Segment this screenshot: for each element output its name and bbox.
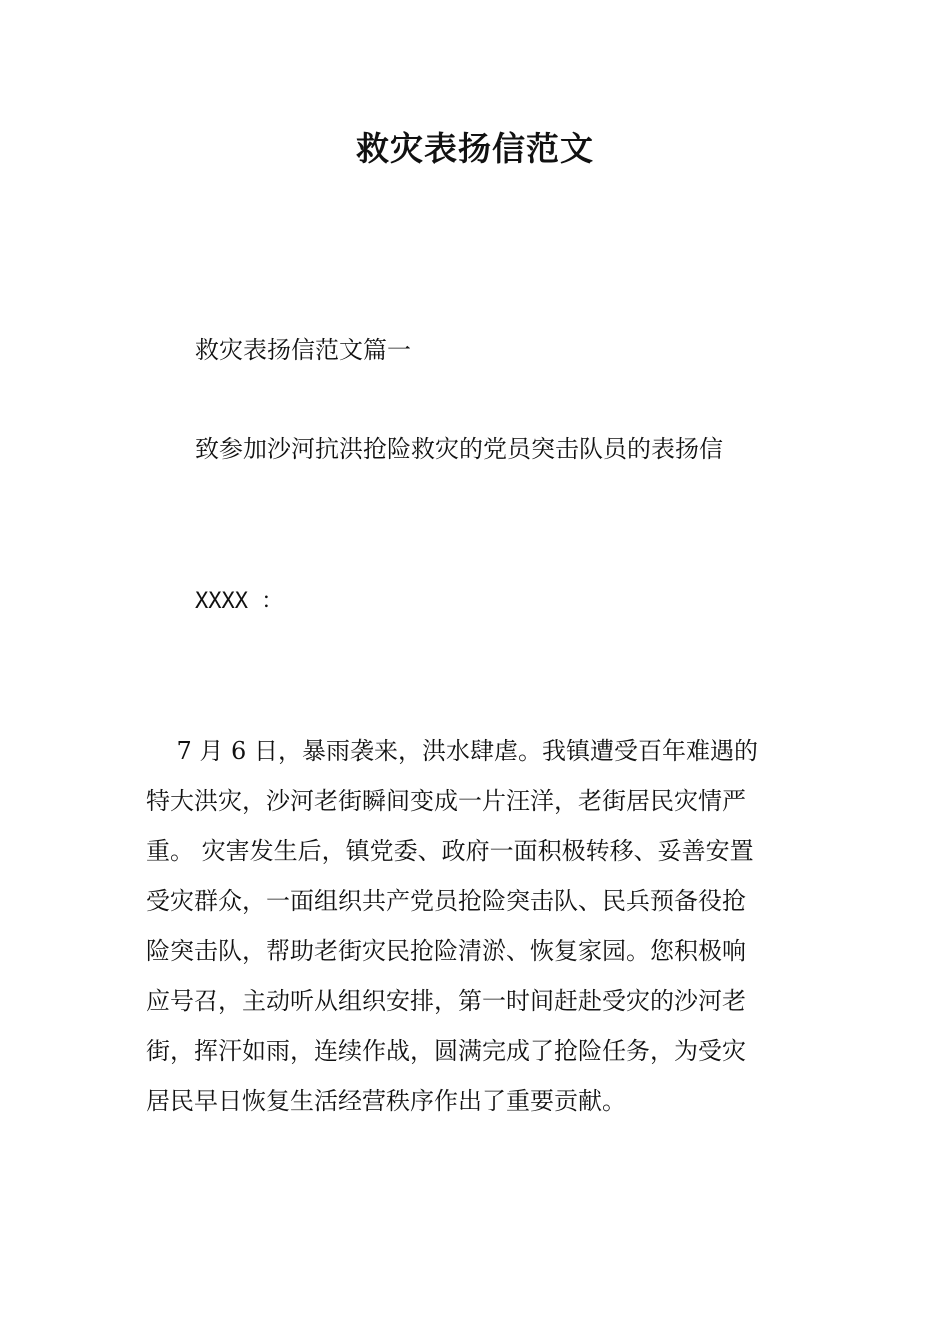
body-line: 居民早日恢复生活经营秩序作出了重要贡献。: [146, 1087, 626, 1115]
body-line: 应号召，主动听从组织安排，第一时间赶赴受灾的沙河老: [146, 987, 746, 1015]
body-line: 7 月 6 日，暴雨袭来，洪水肆虐。我镇遭受百年难遇的: [146, 737, 758, 765]
body-line: 受灾群众，一面组织共产党员抢险突击队、民兵预备役抢: [146, 887, 746, 915]
letter-body: [146, 726, 810, 1126]
document-title: 救灾表扬信范文: [356, 129, 594, 168]
salutation: XXXX ：: [195, 589, 284, 614]
letter-title: 致参加沙河抗洪抢险救灾的党员突击队员的表扬信: [195, 435, 723, 463]
body-line: 险突击队，帮助老街灾民抢险清淤、恢复家园。您积极响: [146, 937, 746, 965]
body-line: 街，挥汗如雨，连续作战，圆满完成了抢险任务，为受灾: [146, 1037, 746, 1065]
section-heading: 救灾表扬信范文篇一: [195, 336, 411, 364]
body-line: 特大洪灾，沙河老街瞬间变成一片汪洋，老街居民灾情严: [146, 787, 746, 815]
body-line: 重。 灾害发生后，镇党委、政府一面积极转移、妥善安置: [146, 837, 754, 865]
